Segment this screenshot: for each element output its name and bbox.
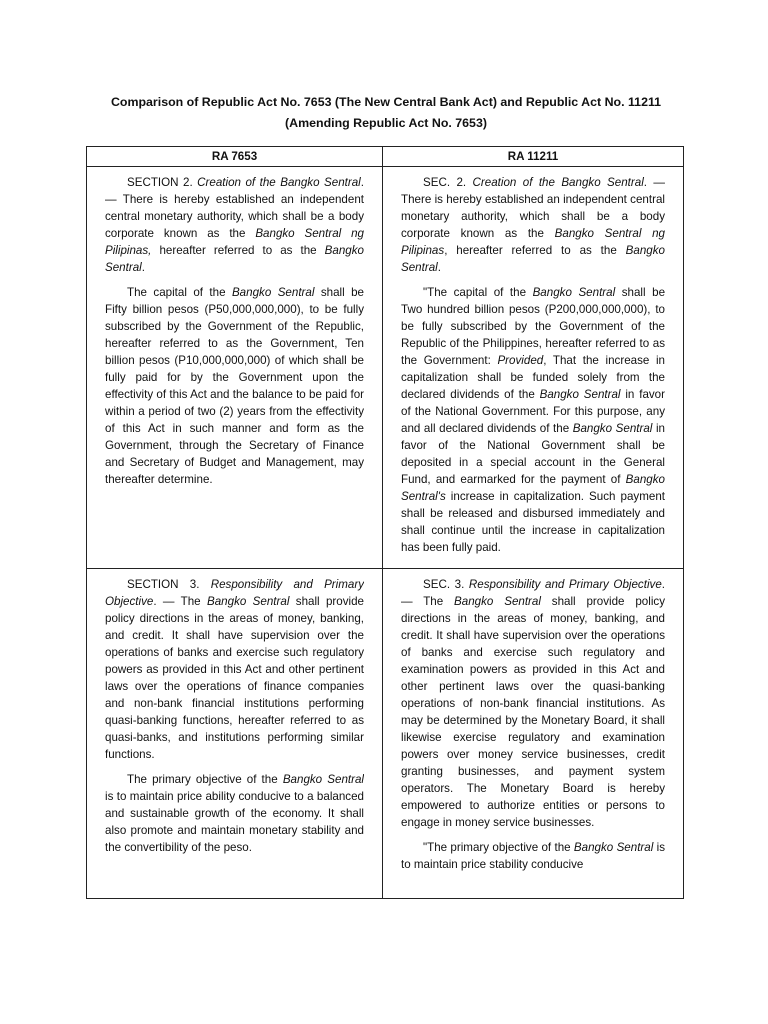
paragraph: [105, 284, 364, 488]
header-ra-7653: RA 7653: [87, 147, 383, 167]
italic-text: Bangko Sentral: [282, 773, 364, 786]
italic-text: Bangko Sentral: [532, 286, 616, 299]
document-title: [86, 92, 686, 134]
paragraph: [401, 284, 665, 556]
text-run: . — The: [401, 578, 665, 608]
text-run: shall provide policy directions in the areas of money, banking, and credit. It shall have supervision over the operations of banks and exercise such regulatory powers as provided in this Act and other pertinent laws over the operations of finance companies and non-bank financial institutions performing quasi-banking functions, hereafter referred to as quasi-banks, and institutions performing similar functions.: [105, 595, 364, 761]
text-run: The capital of the: [127, 286, 232, 299]
italic-text: Bangko Sentral ng Pilipinas,: [105, 227, 364, 257]
cell-content: [401, 174, 665, 564]
text-run: SECTION 3.: [127, 578, 211, 591]
paragraph: [105, 771, 364, 856]
italic-text: Bangko Sentral: [539, 388, 621, 401]
cell-ra11211-section-3: [383, 569, 684, 899]
cell-ra7653-section-3: [87, 569, 383, 899]
italic-text: Bangko Sentral ng Pilipinas: [401, 227, 665, 257]
cell-content: [105, 174, 364, 564]
italic-text: Creation of the Bangko Sentral: [197, 176, 361, 189]
text-run: .: [141, 261, 145, 274]
paragraph: [401, 174, 665, 276]
italic-text: Bangko Sentral: [573, 841, 654, 854]
italic-text: Bangko Sentral's: [401, 473, 665, 503]
cell-ra11211-section-2: [383, 167, 684, 569]
text-run: is to maintain price stability conducive: [401, 841, 665, 871]
italic-text: Provided: [497, 354, 544, 367]
text-run: increase in capitalization. Such payment shall be released and disbursed immediately and shall continue until the increase in capitalization has been fully paid.: [401, 490, 665, 554]
text-run: hereafter referred to as the: [151, 244, 325, 257]
cell-ra7653-section-2: [87, 167, 383, 569]
text-run: is to maintain price ability conducive to a balanced and sustainable growth of the economy. It shall also promote and maintain monetary stability and the convertibility of the peso.: [105, 790, 364, 854]
italic-text: Bangko Sentral: [207, 595, 290, 608]
paragraph: [401, 576, 665, 831]
text-run: , hereafter referred to as the: [444, 244, 626, 257]
header-ra-11211: RA 11211: [383, 147, 684, 167]
italic-text: Bangko Sentral: [401, 244, 665, 274]
text-run: in favor of the National Government shall be deposited in a special account in the General Fund, and earmarked for the payment of: [401, 422, 665, 486]
text-run: SEC. 2.: [423, 176, 473, 189]
cell-content: [401, 576, 665, 894]
italic-text: Responsibility and Primary Objective: [105, 578, 364, 608]
text-run: SECTION 2.: [127, 176, 198, 189]
italic-text: Bangko Sentral: [454, 595, 541, 608]
paragraph: [105, 576, 364, 763]
table-row-section-2: [87, 167, 684, 569]
text-run: The primary objective of the: [127, 773, 283, 786]
text-run: "The primary objective of the: [423, 841, 574, 854]
text-run: in favor of the National Government. For this purpose, any and all declared dividends of the: [401, 388, 665, 435]
title-line-1: Comparison of Republic Act No. 7653 (The New Central Bank Act) and Republic Act No. 11211: [110, 95, 662, 109]
table-header-row: [87, 147, 684, 167]
text-run: , That the increase in capitalization shall be funded solely from the declared dividends of the: [401, 354, 665, 401]
italic-text: Bangko Sentral: [231, 286, 315, 299]
text-run: . — The: [153, 595, 207, 608]
table-row-section-3: [87, 569, 684, 899]
text-run: shall provide policy directions in the areas of money, banking, and credit. It shall have supervision over the operations of banks and exercise such regulatory and examination powers as provided in this Act and other pertinent laws over the quasi-banking operations of non-bank financial institutions. As may be determined by the Monetary Board, it shall likewise exercise regulatory and examination powers over money service businesses, credit granting businesses, and payment system operators. The Monetary Board is hereby empowered to authorize entities or persons to engage in money service businesses.: [401, 595, 665, 829]
cell-content: [105, 576, 364, 894]
text-run: SEC. 3.: [423, 578, 469, 591]
text-run: . — There is hereby established an independent central monetary authority, which shall be a body corporate known as the: [105, 176, 364, 240]
paragraph: [105, 174, 364, 276]
text-run: . — There is hereby established an independent central monetary authority, which shall be a body corporate known as the: [401, 176, 665, 240]
italic-text: Creation of the Bangko Sentral: [472, 176, 644, 189]
text-run: "The capital of the: [423, 286, 533, 299]
italic-text: Responsibility and Primary Objective: [468, 578, 662, 591]
italic-text: Bangko Sentral: [105, 244, 364, 274]
text-run: .: [437, 261, 441, 274]
paragraph: [401, 839, 665, 873]
italic-text: Bangko Sentral: [572, 422, 653, 435]
text-run: shall be Fifty billion pesos (P50,000,000,000), to be fully subscribed by the Government of the Republic, hereafter referred to as the Government, Ten billion pesos (P10,000,000,000) of which shall be fully paid for by the Government upon the effectivity of this Act and the balance to be paid for within a period of two (2) years from the effectivity of this Act in such manner and form as the Government, through the Secretary of Finance and Secretary of Budget and Management, may thereafter determine.: [105, 286, 364, 486]
comparison-table: [86, 146, 684, 899]
title-line-2: (Amending Republic Act No. 7653): [285, 116, 487, 130]
text-run: shall be Two hundred billion pesos (P200,000,000,000), to be fully subscribed by the Government of the Republic of the Philippines, hereafter referred to as the Government:: [401, 286, 665, 367]
